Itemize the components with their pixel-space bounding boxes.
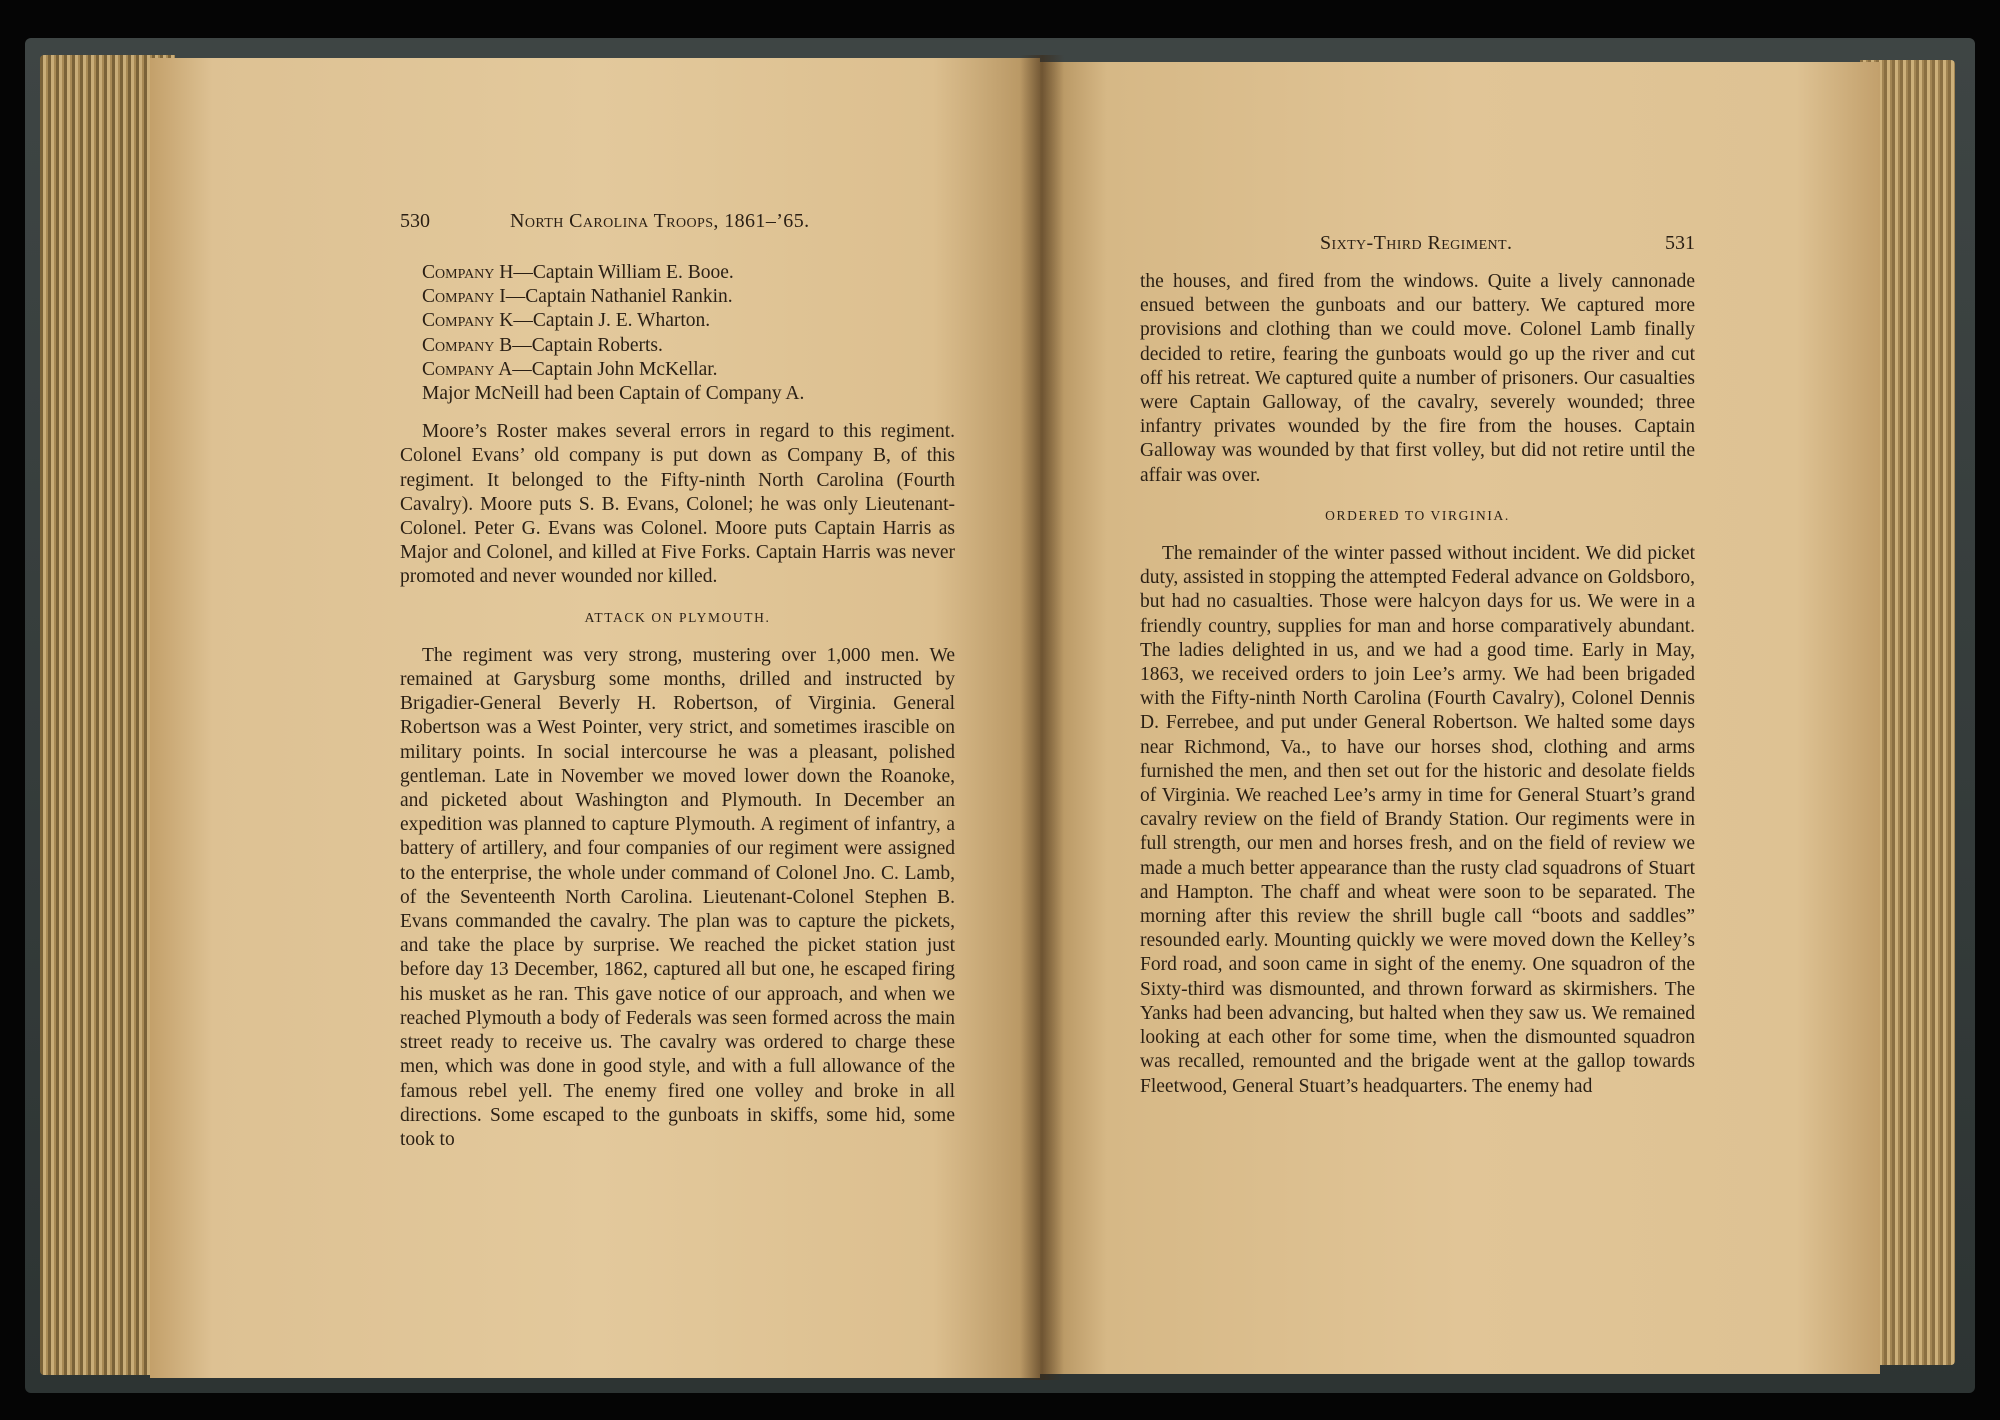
right-page — [1040, 62, 1880, 1374]
left-running-header-text: North Carolina Troops, 1861–’65. — [510, 210, 810, 232]
major-note: Major McNeill had been Captain of Company A. — [422, 383, 805, 405]
right-paragraph-2: The remainder of the winter passed without incident. We did picket duty, assisted in stopping the attempted Federal advance on Goldsboro, but had no casualties. Those were halcyon days for us. We were in a friendly country, supplies for man and horse comparatively abundant. The ladies delighted in us, and we had a good time. Early in May, 1863, we received orders to join Lee’s army. We had been brigaded with the Fifty-ninth North Carolina (Fourth Cavalry), Colonel Dennis D. Ferrebee, and put under General Robertson. We halted some days near Richmond, Va., to have our horses shod, clothing and arms furnished the men, and then set out for the historic and desolate fields of Virginia. We reached Lee’s army in time for General Stuart’s grand cavalry review on the field of Brandy Station. Our regiments were in full strength, our men and horses fresh, and on the field of review we made a much better appearance than the rusty clad squadrons of Stuart and Hampton. The chaff and wheat were soon to be separated. The morning after this review the shrill bugle call “boots and saddles” resounded early. Mounting quickly we were moved down the Kelley’s Ford road, and soon came in sight of the enemy. One squadron of the Sixty-third was dismounted, and thrown forward as skirmishers. The Yanks had been advancing, but halted when they saw us. We remained looking at each other for some time, when the dismounted squadron was recalled, remounted and the brigade went at the gallop towards Fleetwood, General Stuart’s headquarters. The enemy had — [1140, 543, 1695, 1097]
left-text-block — [400, 261, 955, 1152]
left-paragraph-2: The regiment was very strong, mustering over 1,000 men. We remained at Garysburg some months, drilled and instructed by Brigadier-General Beverly H. Robertson, of Virginia. General Robertson was a West Pointer, very strict, and sometimes irascible on military points. In social intercourse he was a pleasant, polished gentleman. Late in November we moved lower down the Roanoke, and picketed about Washington and Plymouth. In December an expedition was planned to capture Plymouth. A regiment of infantry, a battery of artillery, and four companies of our regiment were assigned to the enterprise, the whole under command of Colonel Jno. C. Lamb, of the Seventeenth North Carolina. Lieutenant-Colonel Stephen B. Evans commanded the cavalry. The plan was to capture the pickets, and take the place by surprise. We reached the picket station just before day 13 December, 1862, captured all but one, he escaped firing his musket as he ran. This gave notice of our approach, and when we reached Plymouth a body of Federals was seen formed across the main street ready to receive us. The cavalry was ordered to charge these men, which was done in good style, and with a full allowance of the famous rebel yell. The enemy fired one volley and broke in all directions. Some escaped to the gunboats in skiffs, some hid, some took to — [400, 644, 955, 1150]
right-paragraph-1: the houses, and fired from the windows. Quite a lively cannonade ensued between the gunboats and our battery. We captured more provisions and clothing than we could move. Colonel Lamb finally decided to retire, fearing the gunboats would go up the river and cut off his retreat. We captured quite a number of prisoners. Our casualties were Captain Galloway, of the cavalry, severely wounded; three infantry privates wounded by the fire from the houses. Captain Galloway was wounded by that first volley, but did not retire until the affair was over. — [1140, 271, 1695, 486]
company-line: Company A—Captain John McKellar. — [422, 358, 718, 380]
left-page — [150, 58, 1040, 1378]
company-line: Company I—Captain Nathaniel Rankin. — [422, 286, 733, 308]
right-text-block — [1140, 270, 1695, 1099]
company-line: Company H—Captain William E. Booe. — [422, 262, 734, 283]
left-running-header — [510, 210, 810, 233]
right-running-header-text: Sixty-Third Regiment. — [1320, 232, 1513, 254]
company-list — [400, 261, 955, 406]
book-gutter — [1020, 55, 1064, 1380]
left-section-heading: ATTACK ON PLYMOUTH. — [584, 609, 771, 625]
left-page-number: 530 — [400, 210, 430, 232]
company-line: Company B—Captain Roberts. — [422, 334, 663, 356]
right-page-number: 531 — [1665, 232, 1695, 254]
company-line: Company K—Captain J. E. Wharton. — [422, 310, 711, 332]
left-paragraph-1: Moore’s Roster makes several errors in regard to this regiment. Colonel Evans’ old company is put down as Company B, of this regiment. It belonged to the Fifty-ninth North Carolina (Fourth Cavalry). Moore puts S. B. Evans, Colonel; he was only Lieutenant-Colonel. Peter G. Evans was Colonel. Moore puts Captain Harris as Major and Colonel, and killed at Five Forks. Captain Harris was never promoted and never wounded nor killed. — [400, 421, 955, 588]
right-running-header — [1320, 232, 1512, 255]
right-section-heading: ORDERED TO VIRGINIA. — [1325, 507, 1510, 523]
